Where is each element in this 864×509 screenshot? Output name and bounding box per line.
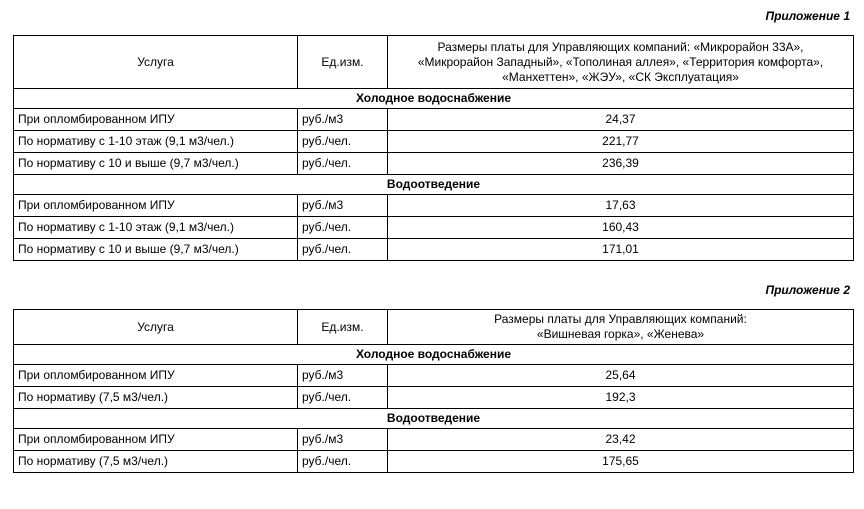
- table-row: [14, 451, 854, 473]
- section-title: Водоотведение: [14, 175, 854, 195]
- table-row: [14, 131, 854, 153]
- service-cell: По нормативу (7,5 м3/чел.): [14, 387, 298, 409]
- section-row: [14, 345, 854, 365]
- price-cell: 25,64: [388, 365, 854, 387]
- service-cell: При опломбированном ИПУ: [14, 365, 298, 387]
- service-cell: При опломбированном ИПУ: [14, 429, 298, 451]
- unit-cell: руб./чел.: [298, 239, 388, 261]
- section-row: [14, 409, 854, 429]
- tariff-table-appendix-2: [13, 309, 854, 473]
- price-cell: 160,43: [388, 217, 854, 239]
- header-price-line: Размеры платы для Управляющих компаний:: [494, 312, 747, 326]
- service-cell: По нормативу с 1-10 этаж (9,1 м3/чел.): [14, 131, 298, 153]
- section-title: Холодное водоснабжение: [14, 345, 854, 365]
- header-service: Услуга: [14, 310, 298, 345]
- service-cell: По нормативу с 10 и выше (9,7 м3/чел.): [14, 239, 298, 261]
- header-unit: Ед.изм.: [298, 36, 388, 89]
- unit-cell: руб./чел.: [298, 217, 388, 239]
- service-cell: По нормативу с 10 и выше (9,7 м3/чел.): [14, 153, 298, 175]
- price-cell: 236,39: [388, 153, 854, 175]
- tariff-table-appendix-1: [13, 35, 854, 261]
- table-row: [14, 153, 854, 175]
- appendix-2-label: Приложение 2: [765, 283, 850, 297]
- table-row: [14, 387, 854, 409]
- table-header-row: [14, 310, 854, 345]
- table-row: [14, 365, 854, 387]
- unit-cell: руб./чел.: [298, 153, 388, 175]
- header-price: [388, 310, 854, 345]
- price-cell: 171,01: [388, 239, 854, 261]
- header-price-line: Размеры платы для Управляющих компаний: «Микрорайон 33А»,: [437, 39, 804, 54]
- price-cell: 175,65: [388, 451, 854, 473]
- unit-cell: руб./чел.: [298, 451, 388, 473]
- table-row: [14, 239, 854, 261]
- header-price-line: «Микрорайон Западный», «Тополиная аллея», «Территория комфорта»,: [417, 54, 824, 69]
- unit-cell: руб./м3: [298, 365, 388, 387]
- appendix-1-label: Приложение 1: [765, 9, 850, 23]
- section-row: [14, 175, 854, 195]
- price-cell: 17,63: [388, 195, 854, 217]
- table-header-row: [14, 36, 854, 89]
- header-service: Услуга: [14, 36, 298, 89]
- section-row: [14, 89, 854, 109]
- price-cell: 23,42: [388, 429, 854, 451]
- table-row: [14, 109, 854, 131]
- service-cell: По нормативу (7,5 м3/чел.): [14, 451, 298, 473]
- unit-cell: руб./м3: [298, 109, 388, 131]
- price-cell: 192,3: [388, 387, 854, 409]
- unit-cell: руб./чел.: [298, 387, 388, 409]
- unit-cell: руб./м3: [298, 195, 388, 217]
- price-cell: 221,77: [388, 131, 854, 153]
- header-unit: Ед.изм.: [298, 310, 388, 345]
- section-title: Водоотведение: [14, 409, 854, 429]
- service-cell: При опломбированном ИПУ: [14, 109, 298, 131]
- table-row: [14, 217, 854, 239]
- service-cell: По нормативу с 1-10 этаж (9,1 м3/чел.): [14, 217, 298, 239]
- unit-cell: руб./чел.: [298, 131, 388, 153]
- header-price-line: «Вишневая горка», «Женева»: [536, 327, 705, 341]
- header-price: [388, 36, 854, 89]
- unit-cell: руб./м3: [298, 429, 388, 451]
- header-price-line: «Манхеттен», «ЖЭУ», «СК Эксплуатация»: [502, 69, 739, 84]
- table-row: [14, 195, 854, 217]
- price-cell: 24,37: [388, 109, 854, 131]
- section-title: Холодное водоснабжение: [14, 89, 854, 109]
- service-cell: При опломбированном ИПУ: [14, 195, 298, 217]
- table-row: [14, 429, 854, 451]
